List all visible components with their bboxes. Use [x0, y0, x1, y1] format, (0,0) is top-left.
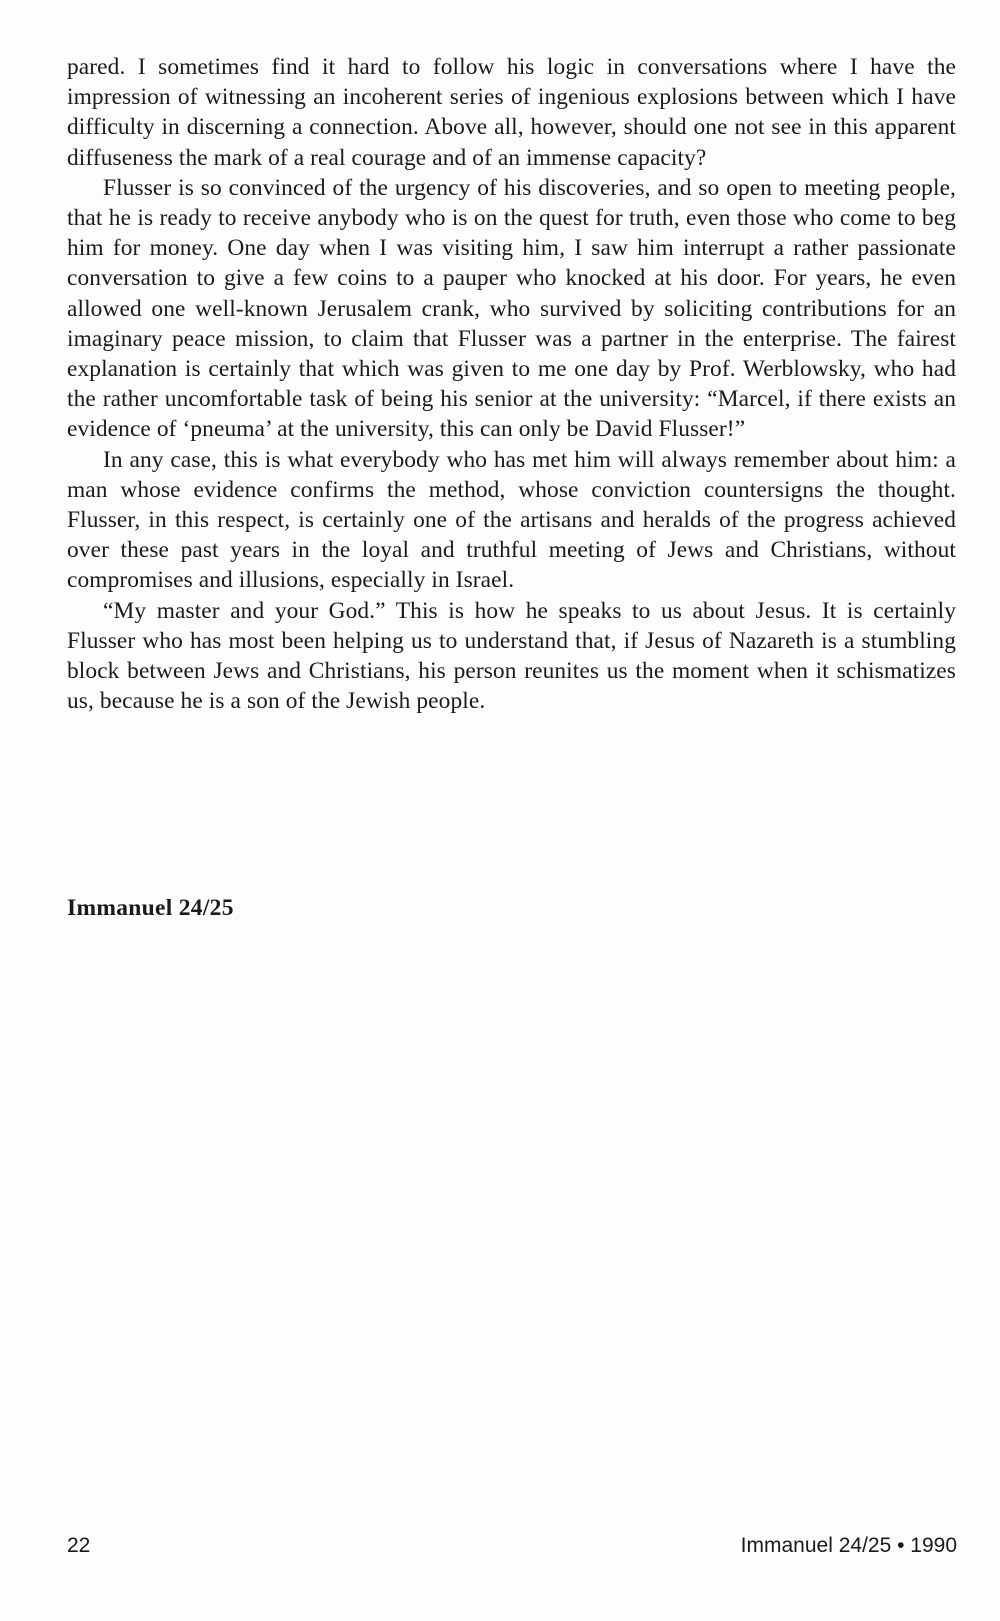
article-body: [67, 52, 956, 716]
journal-footer: Immanuel 24/25 • 1990: [740, 1534, 957, 1557]
paragraph-2: Flusser is so convinced of the urgency of his discoveries, and so open to meeting people, that he is ready to receive anybody who is on the quest for truth, even those who come to beg him for money. One day when I was visiting him, I saw him interrupt a rather passionate conversation to give a few coins to a pauper who knocked at his door. For years, he even allowed one well-known Jerusalem crank, who survived by soliciting contributions for an imaginary peace mission, to claim that Flusser was a partner in the enterprise. The fairest explanation is certainly that which was given to me one day by Prof. Werblowsky, who had the rather uncomfortable task of being his senior at the university: “Marcel, if there exists an evidence of ‘pneuma’ at the university, this can only be David Flusser!”: [67, 174, 956, 443]
source-signature: Immanuel 24/25: [67, 895, 234, 921]
paragraph-1: pared. I sometimes find it hard to follow his logic in conversations where I have the impression of witnessing an incoherent series of ingenious explosions between which I have difficulty in discerning a connection. Above all, however, should one not see in this apparent diffuseness the mark of a real courage and of an immense capacity?: [67, 54, 956, 171]
paragraph-3: In any case, this is what everybody who has met him will always remember about him: a man whose evidence confirms the method, whose conviction countersigns the thought. Flusser, in this respect, is certainly one of the artisans and heralds of the progress achieved over these past years in the loyal and truthful meeting of Jews and Christians, without compromises and illusions, especially in Israel.: [67, 446, 956, 594]
paragraph-4: “My master and your God.” This is how he speaks to us about Jesus. It is certainly Flusser who has most been helping us to understand that, if Jesus of Nazareth is a stumbling block between Jews and Christians, his person reunites us the moment when it schismatizes us, because he is a son of the Jewish people.: [67, 597, 956, 715]
page-number: 22: [67, 1534, 91, 1557]
